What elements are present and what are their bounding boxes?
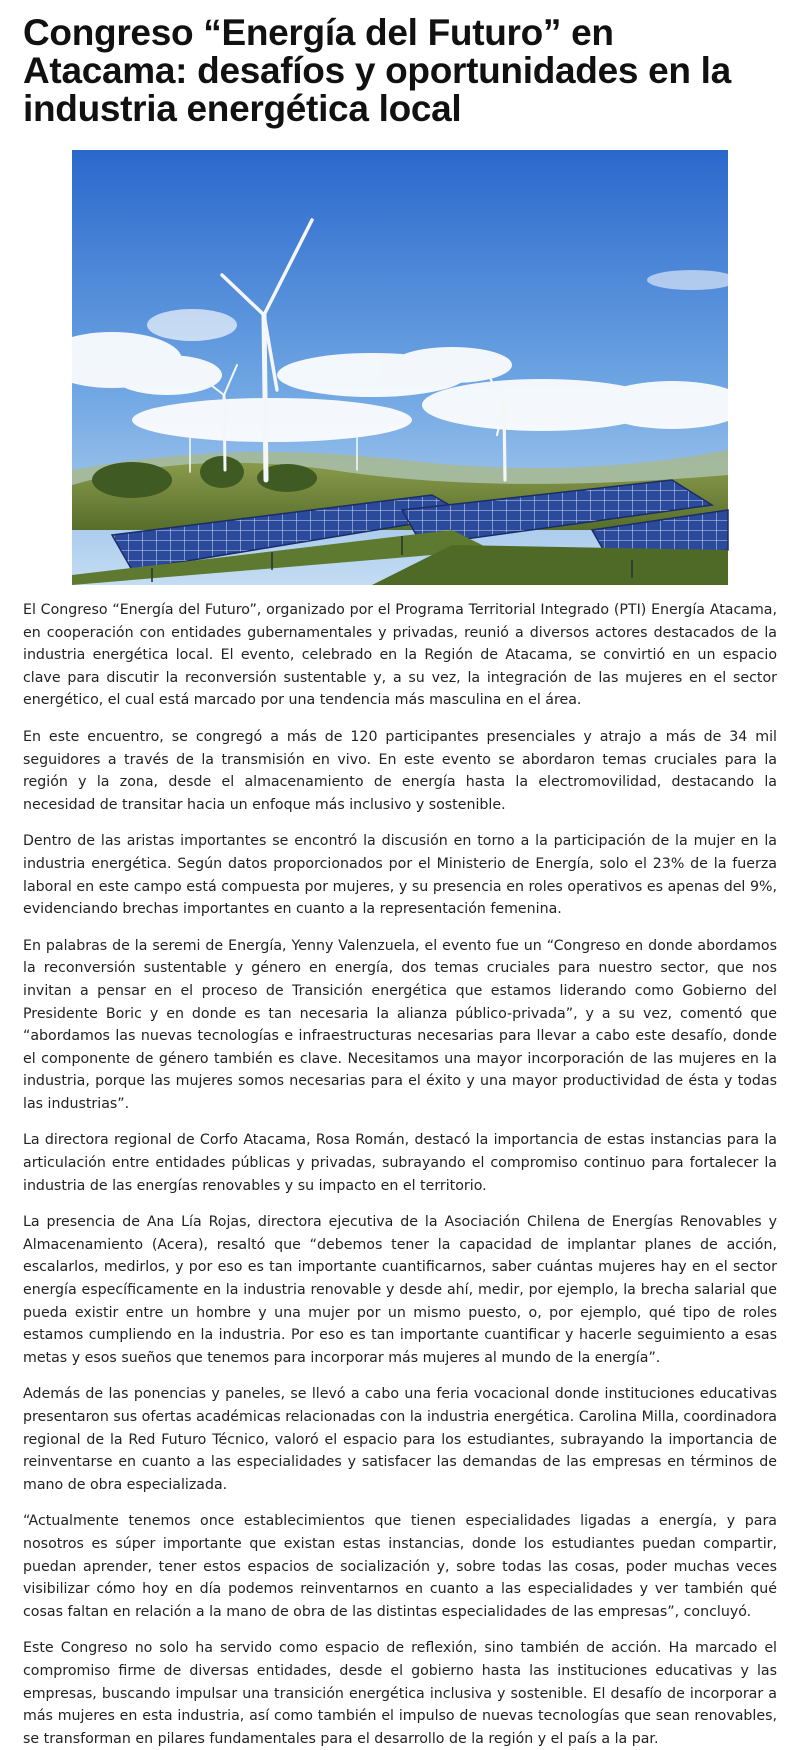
- paragraph: En palabras de la seremi de Energía, Yenny Valenzuela, el evento fue un “Congreso en donde abordamos la reconversión sustentable y género en energía, dos temas cruciales para nuestro sector, que nos invitan a pensar en el proceso de Transición energética que estamos liderando como Gobierno del Presidente Boric y en donde es tan necesaria la alianza público-privada”, y a su vez, comentó que “abordamos las nuevas tecnologías e infraestructuras necesarias para llevar a cabo este desafío, donde el componente de género también es clave. Necesitamos una mayor incorporación de las mujeres en la industria, porque las mujeres somos necesarias para el éxito y una mayor productividad de ésta y todas las industrias”.: [23, 937, 777, 1112]
- paragraph: El Congreso “Energía del Futuro”, organizado por el Programa Territorial Integrado (PTI) Energía Atacama, en cooperación con entidades gubernamentales y privadas, reunió a diversos actores destacados de la industria energética local. El evento, celebrado en la Región de Atacama, se convirtió en un espacio clave para discutir la reconversión sustentable y, a su vez, la integración de las mujeres en el sector energético, el cual está marcado por una tendencia más masculina en el área.: [23, 602, 777, 709]
- paragraph: Este Congreso no solo ha servido como espacio de reflexión, sino también de acción. Ha marcado el compromiso firme de diversas entidades, desde el gobierno hasta las instituciones educativas y las empresas, buscando impulsar una transición energética inclusiva y sostenible. El desafío de incorporar a más mujeres en esta industria, así como también el impulso de nuevas tecnologías que sean renovables, se transforman en pilares fundamentales para el desarrollo de la región y el país a la par.: [23, 1640, 777, 1747]
- paragraph: Dentro de las aristas importantes se encontró la discusión en torno a la participación de la mujer en la industria energética. Según datos proporcionados por el Ministerio de Energía, solo el 23% de la fuerza laboral en este campo está compuesta por mujeres, y su presencia en roles operativos es apenas del 9%, evidenciando brechas importantes en cuanto a la representación femenina.: [23, 833, 777, 918]
- article-title: Congreso “Energía del Futuro” en Atacama: desafíos y oportunidades en la industria energética local: [23, 12, 731, 129]
- paragraph: Además de las ponencias y paneles, se llevó a cabo una feria vocacional donde instituciones educativas presentaron sus ofertas académicas relacionadas con la industria energética. Carolina Milla, coordinadora regional de la Red Futuro Técnico, valoró el espacio para los estudiantes, subrayando la importancia de reinventarse en cuanto a las especialidades y satisfacer las demandas de las empresas en términos de mano de obra especializada.: [23, 1386, 777, 1493]
- article-body: [23, 599, 777, 1750]
- paragraph: “Actualmente tenemos once establecimientos que tienen especialidades ligadas a energía, y para nosotros es súper importante que existan estas instancias, donde los estudiantes puedan compartir, puedan aprender, tener estos espacios de socialización y, sobre todas las cosas, poder muchas veces visibilizar cómo hoy en día podemos reinventarnos en cuanto a las especialidades y ver también qué cosas faltan en relación a la mano de obra de las distintas especialidades de las empresas”, concluyó.: [23, 1513, 777, 1620]
- paragraph: La presencia de Ana Lía Rojas, directora ejecutiva de la Asociación Chilena de Energías Renovables y Almacenamiento (Acera), resaltó que “debemos tener la capacidad de implantar planes de acción, escalarlos, medirlos, y por eso es tan importante cuantificarnos, saber cuántas mujeres hay en el sector energía específicamente en la industria renovable y desde ahí, medir, por ejemplo, la brecha salarial que pueda existir entre un hombre y una mujer por un mismo puesto, o, por ejemplo, qué tipo de roles estamos cumpliendo en la industria. Por eso es tan importante cuantificar y hacerle seguimiento a esas metas y esos sueños que tenemos para incorporar más mujeres al mundo de la energía”.: [23, 1214, 777, 1366]
- hero-image-solar-wind: [72, 150, 728, 585]
- paragraph: En este encuentro, se congregó a más de 120 participantes presenciales y atrajo a más de 34 mil seguidores a través de la transmisión en vivo. En este evento se abordaron temas cruciales para la región y la zona, desde el almacenamiento de energía hasta la electromovilidad, destacando la necesidad de transitar hacia un enfoque más inclusivo y sostenible.: [23, 728, 777, 813]
- paragraph: La directora regional de Corfo Atacama, Rosa Román, destacó la importancia de estas instancias para la articulación entre entidades públicas y privadas, subrayando el compromiso continuo para fortalecer la industria de las energías renovables y su impacto en el territorio.: [23, 1132, 777, 1194]
